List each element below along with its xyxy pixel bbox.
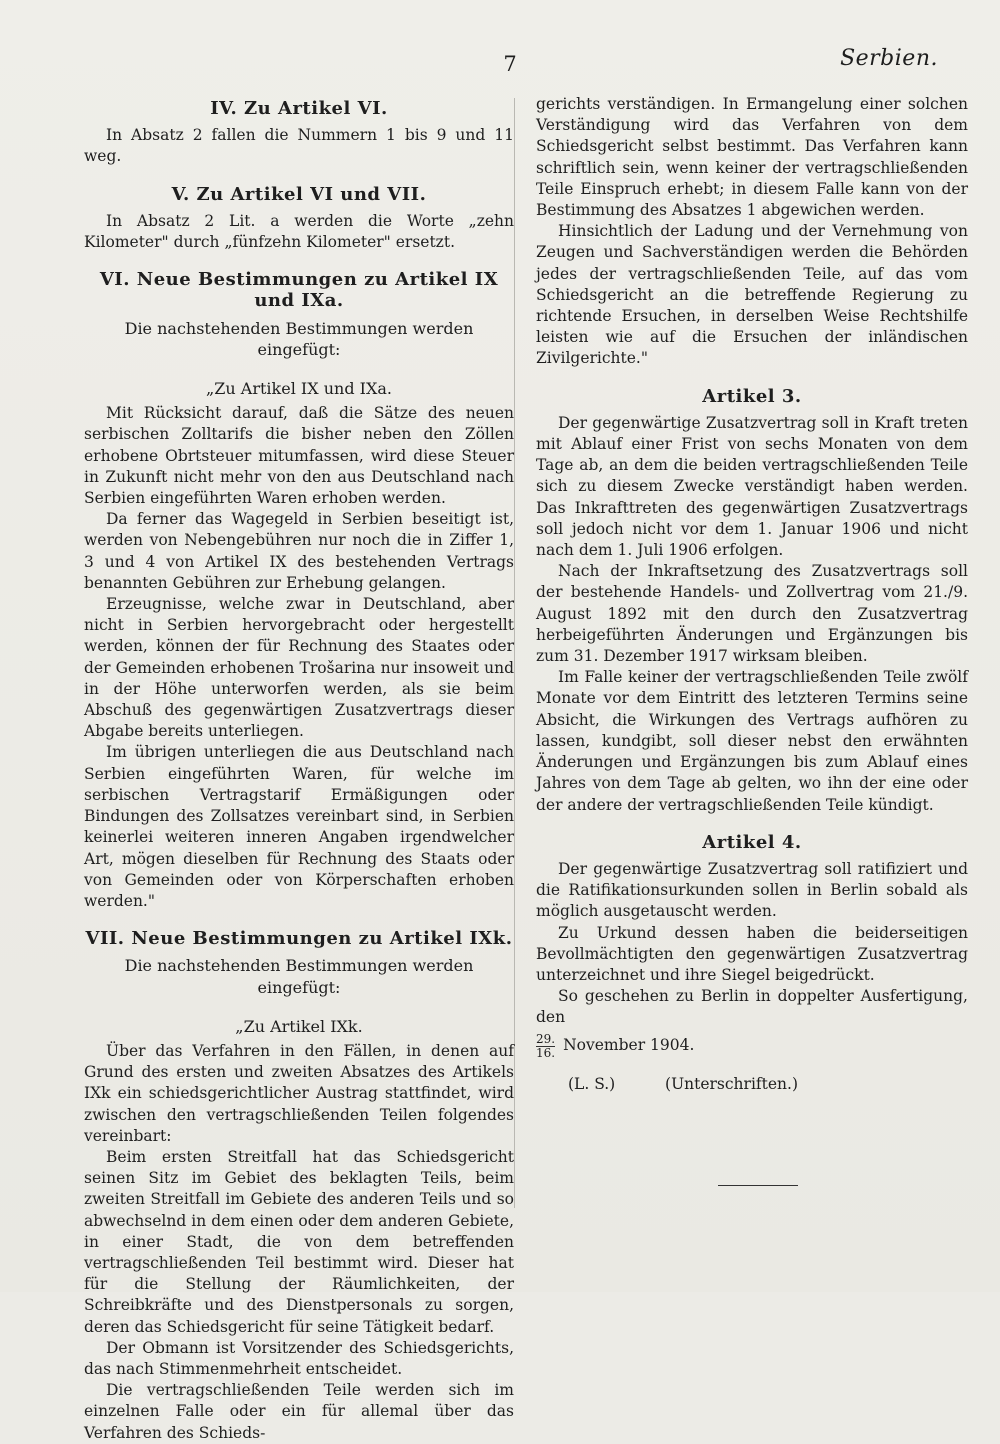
column-divider [514, 98, 515, 1208]
paragraph: Erzeugnisse, welche zwar in Deutschland, aber nicht in Serbien hervorgebracht oder hergestellt werden, können der für Rechnung des Staates oder der Gemeinden erhobenen Trošarina nur insoweit und in der Höhe unterworfen werden, als sie beim Abschuß des gegenwärtigen Zusatzvertrags dieser Abgabe bereits unterliegen. [84, 595, 514, 741]
date-old-style: 29. [536, 1031, 556, 1046]
left-column [84, 94, 514, 1444]
paragraph: Beim ersten Streitfall hat das Schiedsgericht seinen Sitz im Gebiet des beklagten Teils, beim zweiten Streitfall im Gebiete des anderen Teils und so abwechselnd in dem einen oder dem anderen Gebiete, in einer Stadt, die von dem betreffenden vertragschließenden Teil bestimmt wird. Dieser hat für die Stellung der Räumlichkeiten, der Schreibkräfte und des Dienstpersonals zu sorgen, deren das Schiedsgericht für seine Tätigkeit bedarf. [84, 1147, 514, 1336]
right-column [536, 94, 968, 1186]
section-heading-iv: IV. Zu Artikel VI. [210, 98, 388, 119]
running-head: Serbien. [840, 46, 938, 71]
signatures-note: (Unterschriften.) [665, 1074, 798, 1093]
date-new-style: 16. [536, 1045, 556, 1060]
article-subheading: „Zu Artikel IXk. [235, 1016, 363, 1036]
paragraph: Nach der Inkraftsetzung des Zusatzvertrags soll der bestehende Handels- und Zollvertrag vom 21./9. August 1892 mit den durch den Zusatzvertrag herbeigeführten Änderungen und Ergänzungen bis zum 31. Dezember 1917 wirksam bleiben. [536, 562, 968, 666]
seal-mark: (L. S.) [568, 1074, 616, 1093]
paragraph: Zu Urkund dessen haben die beiderseitigen Bevollmächtigten den gegenwärtigen Zusatzvertrag unterzeichnet und ihre Siegel beigedrückt. [536, 923, 968, 984]
signature-block [568, 1074, 798, 1095]
paragraph: Der gegenwärtige Zusatzvertrag soll ratifiziert und die Ratifikationsurkunden sollen in Berlin sobald als möglich ausgetauscht werden. [536, 859, 968, 921]
paragraph: In Absatz 2 Lit. a werden die Worte „zehn Kilometer" durch „fünfzehn Kilometer" ersetzt. [84, 211, 514, 252]
article-heading-3: Artikel 3. [702, 385, 802, 407]
section-intro: Die nachstehenden Bestimmungen werden eingefügt: [124, 956, 474, 997]
end-rule [718, 1185, 798, 1186]
paragraph: Der gegenwärtige Zusatzvertrag soll in Kraft treten mit Ablauf einer Frist von sechs Monaten von dem Tage ab, an dem die beiden vertragschließenden Teile sich zu diesem Zwecke verständigt haben werden. Das Inkrafttreten des gegenwärtigen Zusatzvertrags soll jedoch nicht vor dem 1. Januar 1906 und nicht nach dem 1. Juli 1906 erfolgen. [536, 413, 968, 560]
paragraph: Der Obmann ist Vorsitzender des Schiedsgerichts, das nach Stimmenmehrheit entscheidet. [84, 1338, 514, 1378]
paragraph: Im übrigen unterliegen die aus Deutschland nach Serbien eingeführten Waren, für welche im serbischen Vertragstarif Ermäßigungen oder Bindungen des Zollsatzes vereinbart sind, in Serbien keinerlei weiteren inneren Angaben irgendwelcher Art, mögen dieselben für Rechnung des Staats oder von Gemeinden oder von Körperschaften erhoben werden." [84, 743, 514, 910]
section-heading-v: V. Zu Artikel VI und VII. [171, 183, 427, 205]
paragraph: Die vertragschließenden Teile werden sich im einzelnen Falle oder ein für allemal über das Verfahren des Schieds- [84, 1381, 514, 1442]
paragraph: So geschehen zu Berlin in doppelter Ausfertigung, den [536, 987, 968, 1027]
paragraph: Über das Verfahren in den Fällen, in denen auf Grund des ersten und zweiten Absatzes des Artikels IXk ein schiedsgerichtlicher Austrag stattfindet, wird zwischen den vertragschließenden Teilen folgendes vereinbart: [84, 1041, 514, 1145]
paragraph: Mit Rücksicht darauf, daß die Sätze des neuen serbischen Zolltarifs die bisher neben den Zöllen erhobene Obrtsteuer mitumfassen, wird diese Steuer in Zukunft nicht mehr von den aus Deutschland nach Serbien eingeführten Waren erhoben werden. [84, 404, 514, 508]
paragraph: Im Falle keiner der vertragschließenden Teile zwölf Monate vor dem Eintritt des letzteren Termins seine Absicht, die Wirkungen des Vertrags aufhören zu lassen, kundgibt, soll dieser nebst den erwähnten Änderungen und Ergänzungen bis zum Ablauf eines Jahres von dem Tage ab gelten, wo ihn der eine oder der andere der vertragschließenden Teile kündigt. [536, 668, 968, 814]
section-heading-vi: VI. Neue Bestimmungen zu Artikel IX und IXa. [99, 269, 499, 312]
signing-date [536, 1033, 968, 1060]
paragraph: Da ferner das Wagegeld in Serbien beseitigt ist, werden von Nebengebühren nur noch die in Ziffer 1, 3 und 4 von Artikel IX des bestehenden Vertrags benannten Gebühren zur Erhebung gelangen. [84, 510, 514, 592]
article-subheading: „Zu Artikel IX und IXa. [206, 379, 392, 399]
paragraph: Hinsichtlich der Ladung und der Vernehmung von Zeugen und Sachverständigen werden die Behörden jedes der vertragschließenden Teile, auf das vom Schiedsgericht an die betreffende Regierung zu richtende Ersuchen, in derselben Weise Rechtshilfe leisten wie auf die Ersuchen der inländischen Zivilgerichte." [536, 222, 968, 368]
date-month-year: November 1904. [563, 1036, 695, 1055]
section-heading-vii: VII. Neue Bestimmungen zu Artikel IXk. [85, 928, 513, 950]
date-fraction [536, 1033, 555, 1060]
page-number: 7 [503, 52, 517, 76]
section-intro: Die nachstehenden Bestimmungen werden eingefügt: [124, 318, 474, 359]
paragraph: In Absatz 2 fallen die Nummern 1 bis 9 und 11 weg. [84, 126, 514, 166]
article-heading-4: Artikel 4. [702, 831, 802, 853]
paragraph: gerichts verständigen. In Ermangelung einer solchen Verständigung wird das Verfahren von dem Schiedsgericht selbst bestimmt. Das Verfahren kann schriftlich sein, wenn keiner der vertragschließenden Teile Einspruch erhebt; in diesem Falle kann von der Bestimmung des Absatzes 1 abgewichen werden. [536, 95, 968, 220]
